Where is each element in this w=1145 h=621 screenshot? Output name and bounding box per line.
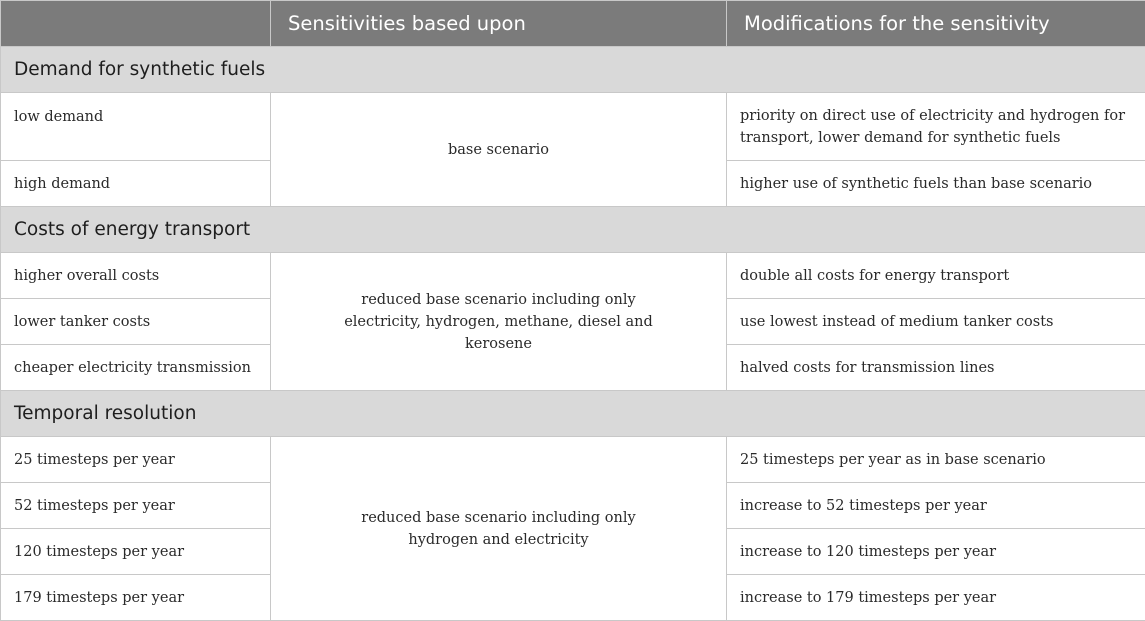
modification-cell: increase to 52 timesteps per year: [727, 483, 1145, 529]
section-title: Costs of energy transport: [1, 207, 1145, 253]
sensitivity-name: low demand: [1, 93, 271, 161]
table-row: [1, 93, 1145, 161]
sensitivity-name: 25 timesteps per year: [1, 437, 271, 483]
sensitivity-name: higher overall costs: [1, 253, 271, 299]
modification-cell: priority on direct use of electricity and hydrogen for transport, lower demand for synthetic fuels: [727, 93, 1145, 161]
modification-cell: use lowest instead of medium tanker costs: [727, 299, 1145, 345]
header-row: [1, 1, 1145, 47]
header-modifications: Modifications for the sensitivity: [727, 1, 1145, 47]
section-title: Demand for synthetic fuels: [1, 47, 1145, 93]
based-upon-cell: reduced base scenario including only hydrogen and electricity: [271, 437, 727, 621]
sensitivity-name: lower tanker costs: [1, 299, 271, 345]
sensitivity-name: 179 timesteps per year: [1, 575, 271, 621]
based-upon-cell: base scenario: [271, 93, 727, 207]
sensitivity-name: 52 timesteps per year: [1, 483, 271, 529]
section-row: [1, 391, 1145, 437]
sensitivity-name: 120 timesteps per year: [1, 529, 271, 575]
modification-cell: increase to 179 timesteps per year: [727, 575, 1145, 621]
section-row: [1, 47, 1145, 93]
modification-cell: 25 timesteps per year as in base scenario: [727, 437, 1145, 483]
modification-cell: higher use of synthetic fuels than base scenario: [727, 161, 1145, 207]
modification-cell: halved costs for transmission lines: [727, 345, 1145, 391]
table-row: [1, 253, 1145, 299]
header-empty: [1, 1, 271, 47]
modification-cell: increase to 120 timesteps per year: [727, 529, 1145, 575]
modification-cell: double all costs for energy transport: [727, 253, 1145, 299]
sensitivity-name: high demand: [1, 161, 271, 207]
sensitivity-name: cheaper electricity transmission: [1, 345, 271, 391]
table-row: [1, 437, 1145, 483]
header-based-upon: Sensitivities based upon: [271, 1, 727, 47]
section-title: Temporal resolution: [1, 391, 1145, 437]
section-row: [1, 207, 1145, 253]
based-upon-cell: reduced base scenario including only electricity, hydrogen, methane, diesel and kerosene: [271, 253, 727, 391]
